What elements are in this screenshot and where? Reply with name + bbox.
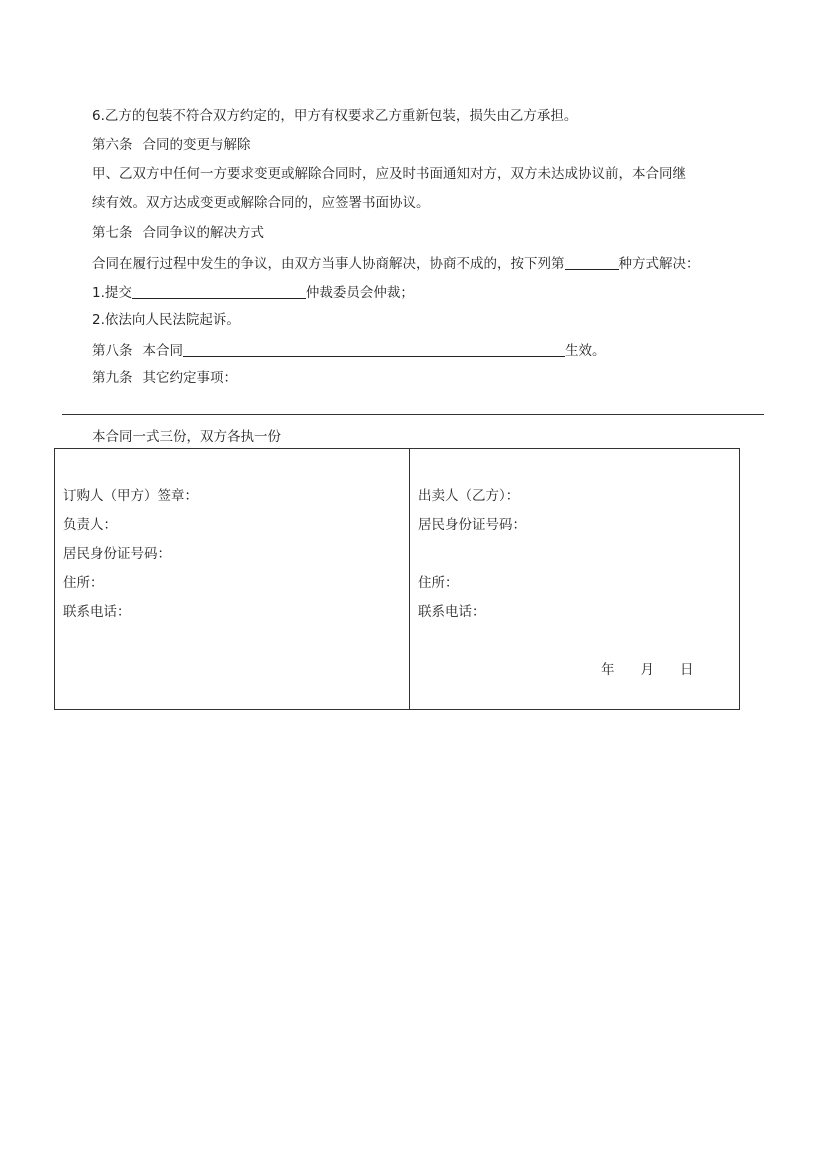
article8-before: 本合同 [142,343,183,359]
clause-item6-packaging: 6.乙方的包装不符合双方约定的，甲方有权要求乙方重新包装，损失由乙方承担。 [92,108,578,124]
effective-condition-blank[interactable] [183,342,565,357]
buyer-phone-label: 联系电话： [63,604,131,620]
article6-body-line1: 甲、乙双方中任何一方要求变更或解除合同时，应及时书面通知对方，双方未达成协议前，本合同继 [92,166,686,182]
seller-address-label: 住所： [418,575,459,591]
seller-date [601,661,694,679]
horizontal-divider [62,414,764,415]
seller-name-label: 出卖人（乙方）： [418,488,520,504]
dispute-method-blank[interactable] [565,255,619,270]
article9-heading [92,369,237,387]
article7-option1 [92,282,414,302]
buyer-id-number-label: 居民身份证号码： [63,546,171,562]
article9-title: 其它约定事项： [142,370,237,386]
article6-number: 第六条 [92,137,133,153]
signature-table [54,448,740,710]
buyer-signature-label: 订购人（甲方）签章： [63,488,198,504]
date-day: 日 [680,662,694,678]
signature-table-divider [409,449,410,709]
article7-heading [92,224,264,242]
date-year: 年 [601,662,615,678]
article6-heading [92,136,251,154]
article7-option2: 2.依法向人民法院起诉。 [92,312,240,328]
article9-number: 第九条 [92,370,133,386]
seller-phone-label: 联系电话： [418,604,486,620]
article7-intro-after: 种方式解决： [618,256,700,272]
article7-intro [92,253,700,273]
buyer-person-in-charge-label: 负责人： [63,517,117,533]
seller-id-number-label: 居民身份证号码： [418,517,526,533]
arbitration-commission-blank[interactable] [132,284,306,299]
option1-before: 1.提交 [92,285,132,301]
buyer-address-label: 住所： [63,575,104,591]
copies-note: 本合同一式三份，双方各执一份 [92,429,281,445]
article8-after: 生效。 [565,343,606,359]
article6-body-line2: 续有效。双方达成变更或解除合同的，应签署书面协议。 [92,195,430,211]
article8-number: 第八条 [92,343,133,359]
article7-number: 第七条 [92,225,133,241]
article8-text [92,340,606,360]
option1-after: 仲裁委员会仲裁； [305,285,414,301]
article7-title: 合同争议的解决方式 [142,225,264,241]
article6-title: 合同的变更与解除 [142,137,251,153]
date-month: 月 [640,662,654,678]
article7-intro-before: 合同在履行过程中发生的争议，由双方当事人协商解决，协商不成的，按下列第 [92,256,565,272]
